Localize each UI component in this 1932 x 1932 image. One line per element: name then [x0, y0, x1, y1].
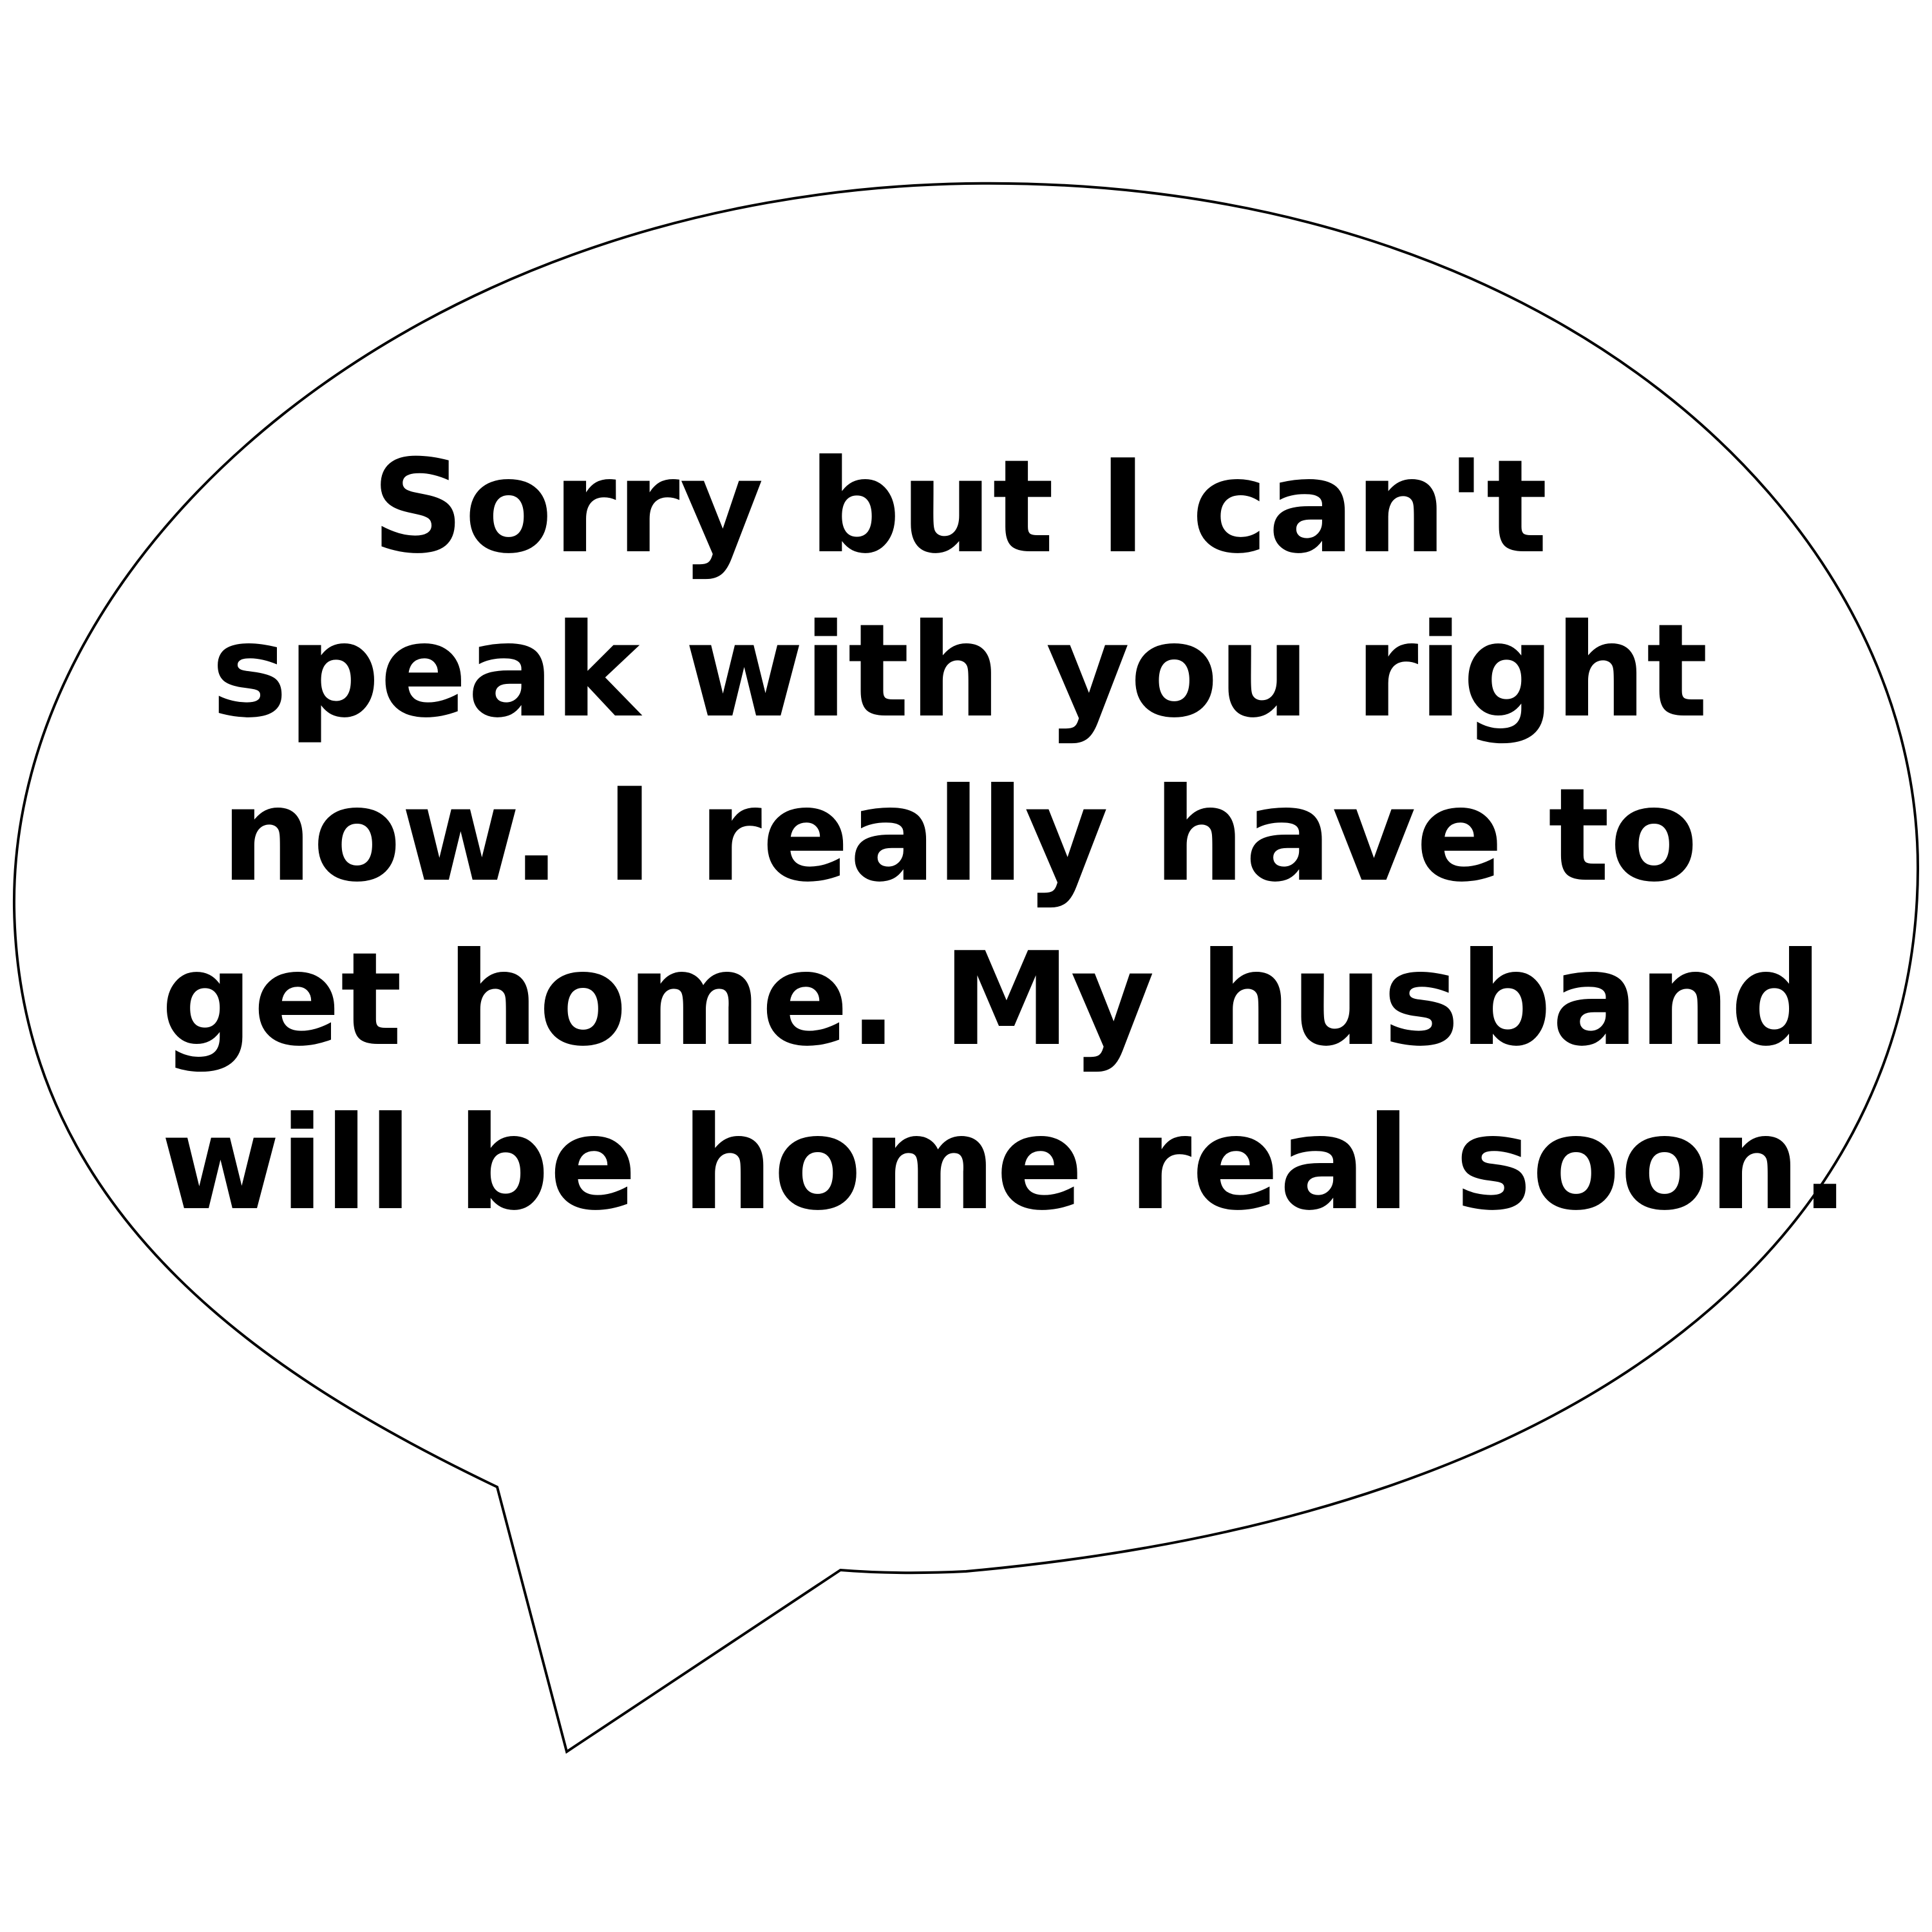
- speech-line: will be home real soon.: [161, 1089, 1850, 1239]
- speech-line: get home. My husband: [161, 925, 1823, 1075]
- speech-line: speak with you right: [211, 596, 1709, 746]
- speech-text: [161, 425, 1850, 1246]
- speech-line: Sorry but I can't: [371, 432, 1548, 582]
- speech-line: now. I really have to: [221, 761, 1698, 911]
